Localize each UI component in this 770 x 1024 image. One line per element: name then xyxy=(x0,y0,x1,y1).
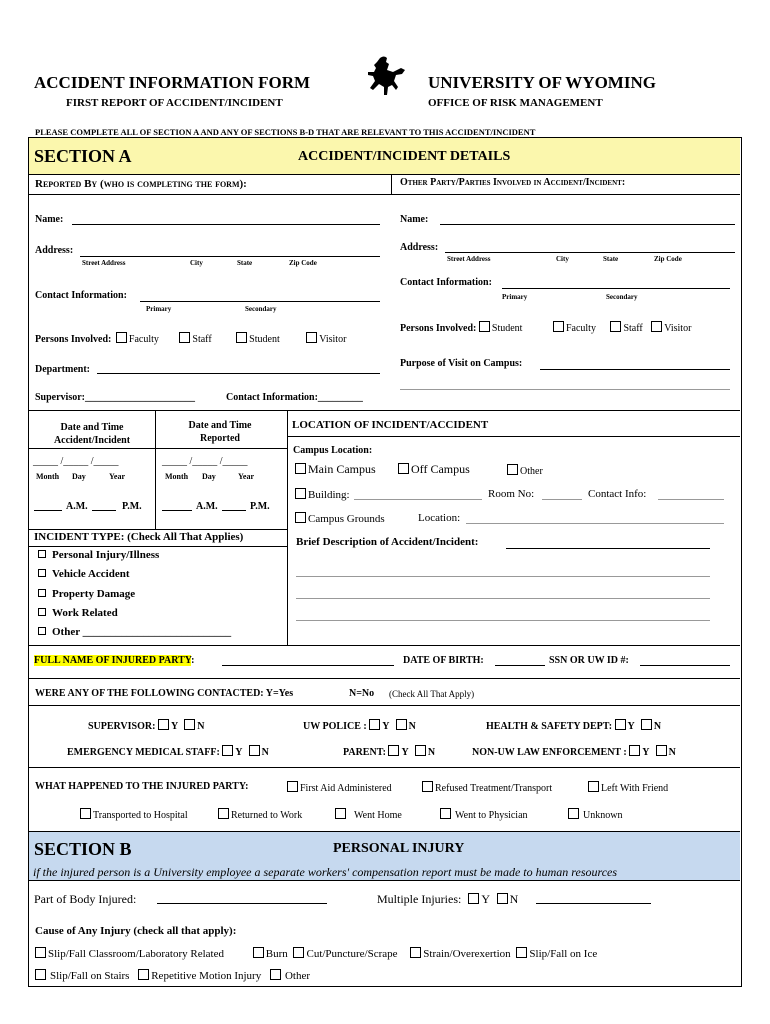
month-label: Month xyxy=(36,472,60,481)
multiple-no-checkbox[interactable] xyxy=(497,893,508,904)
other-staff-checkbox[interactable] xyxy=(610,321,621,332)
reported-date-field[interactable]: _____ /_____ /_____ xyxy=(162,456,248,467)
cause-slip-stairs-checkbox[interactable] xyxy=(35,969,46,980)
description-line-2[interactable] xyxy=(296,576,710,577)
accident-pm-label: P.M. xyxy=(122,501,142,512)
date-of-birth-field[interactable] xyxy=(495,665,545,666)
outcome-hospital[interactable]: Transported to Hospital xyxy=(80,808,188,821)
section-b-note: if the injured person is a University employee a separate workers' compensation report must be made to human resources xyxy=(33,865,618,879)
cause-other-checkbox[interactable] xyxy=(270,969,281,980)
reporter-contact-label: Contact Information: xyxy=(35,290,127,301)
non-uw-no-checkbox[interactable] xyxy=(656,745,667,756)
faculty-checkbox[interactable] xyxy=(116,332,127,343)
cause-slip-ice-checkbox[interactable] xyxy=(516,947,527,958)
outcome-first-aid[interactable]: First Aid Administered xyxy=(287,781,392,794)
brief-description-field[interactable] xyxy=(506,548,710,549)
reported-month-label: Month xyxy=(165,472,189,481)
date-time-reported-label: Date and Time Reported xyxy=(188,420,252,444)
student-label: Student xyxy=(249,334,280,345)
other-persons-involved-label: Persons Involved: xyxy=(400,323,477,334)
reported-am-field[interactable] xyxy=(162,510,192,511)
uw-police-row: UW POLICE : Y N xyxy=(303,721,416,732)
university-name: UNIVERSITY OF WYOMING xyxy=(428,73,656,92)
city-label: City xyxy=(190,259,203,267)
health-safety-no-checkbox[interactable] xyxy=(641,719,652,730)
other-name-field[interactable] xyxy=(440,224,735,225)
faculty-label: Faculty xyxy=(128,334,159,345)
incident-type-other[interactable]: Other ___________________________ xyxy=(38,626,231,638)
ssn-field[interactable] xyxy=(640,665,730,666)
off-campus-option[interactable]: Off Campus xyxy=(398,462,470,477)
outcome-returned-to-work[interactable]: Returned to Work xyxy=(218,808,302,821)
location-heading: LOCATION OF INCIDENT/ACCIDENT xyxy=(292,419,489,431)
incident-type-vehicle-accident[interactable]: Vehicle Accident xyxy=(38,568,130,580)
full-name-injured-row: FULL NAME OF INJURED PARTY: xyxy=(34,655,195,666)
incident-type-personal-injury[interactable]: Personal Injury/Illness xyxy=(38,549,159,561)
section-a-title: SECTION A xyxy=(34,146,132,166)
section-a-heading: ACCIDENT/INCIDENT DETAILS xyxy=(298,149,511,164)
supervisor-contact-label: Contact Information:_________ xyxy=(226,392,363,403)
other-staff-label: Staff xyxy=(623,323,643,334)
cause-slip-fall-checkbox[interactable] xyxy=(35,947,46,958)
non-uw-law-row: NON-UW LAW ENFORCEMENT : Y N xyxy=(472,747,676,758)
body-part-label: Part of Body Injured: xyxy=(34,892,137,906)
cause-repetitive-checkbox[interactable] xyxy=(138,969,149,980)
reported-pm-label: P.M. xyxy=(250,501,270,512)
outcome-unknown[interactable]: Unknown xyxy=(568,808,622,821)
other-visitor-label: Visitor xyxy=(664,323,692,334)
persons-involved-row xyxy=(35,332,346,345)
staff-label: Staff xyxy=(192,334,212,345)
visitor-label: Visitor xyxy=(319,334,347,345)
form-subtitle: FIRST REPORT OF ACCIDENT/INCIDENT xyxy=(66,97,283,109)
no-legend: N=No xyxy=(349,688,375,699)
building-field[interactable] xyxy=(354,499,482,500)
reported-year-label: Year xyxy=(238,472,254,481)
purpose-label: Purpose of Visit on Campus: xyxy=(400,358,523,369)
outcome-left-with-friend[interactable]: Left With Friend xyxy=(588,781,668,794)
accident-date-field[interactable]: _____ /_____ /_____ xyxy=(33,456,119,467)
other-address-label: Address: xyxy=(400,242,439,253)
date-of-birth-label: DATE OF BIRTH: xyxy=(403,655,484,666)
other-party-label: Other Party/Parties Involved in Accident/Incident: xyxy=(400,177,626,188)
non-uw-yes-checkbox[interactable] xyxy=(629,745,640,756)
accident-am-label: A.M. xyxy=(66,501,88,512)
department-label: Department: xyxy=(35,364,90,375)
form-title: ACCIDENT INFORMATION FORM xyxy=(34,73,311,92)
other-name-label: Name: xyxy=(400,214,429,225)
location-label: Location: xyxy=(418,512,461,524)
parent-yes-checkbox[interactable] xyxy=(388,745,399,756)
reporter-name-field[interactable] xyxy=(72,224,380,225)
multiple-injuries-row: Multiple Injuries: Y N xyxy=(377,892,519,906)
ems-no-checkbox[interactable] xyxy=(249,745,260,756)
ems-row: EMERGENCY MEDICAL STAFF: Y N xyxy=(67,747,269,758)
student-checkbox[interactable] xyxy=(236,332,247,343)
body-part-field[interactable] xyxy=(157,903,327,904)
outcome-went-home[interactable]: Went Home xyxy=(335,808,402,821)
main-campus-option[interactable]: Main Campus xyxy=(295,462,376,477)
multiple-yes-checkbox[interactable] xyxy=(468,893,479,904)
full-name-injured-label: FULL NAME OF INJURED PARTY xyxy=(34,655,192,666)
incident-type-work-related[interactable]: Work Related xyxy=(38,607,118,619)
section-b-title: SECTION B xyxy=(34,839,132,859)
other-persons-involved-row xyxy=(400,321,691,334)
year-label: Year xyxy=(109,472,125,481)
reported-day-label: Day xyxy=(202,472,216,481)
description-line-4[interactable] xyxy=(296,620,710,621)
uw-police-yes-checkbox[interactable] xyxy=(369,719,380,730)
purpose-field-line2[interactable] xyxy=(400,389,730,390)
outcome-refused[interactable]: Refused Treatment/Transport xyxy=(422,781,552,794)
other-primary-label: Primary xyxy=(502,293,528,301)
contacted-question: WERE ANY OF THE FOLLOWING CONTACTED: Y=Yes xyxy=(35,688,294,699)
full-name-injured-field[interactable] xyxy=(222,665,394,666)
supervisor-no-checkbox[interactable] xyxy=(184,719,195,730)
office-name: OFFICE OF RISK MANAGEMENT xyxy=(428,97,603,109)
cause-row-2: Slip/Fall on Stairs Repetitive Motion Injury Other xyxy=(35,969,310,982)
description-line-3[interactable] xyxy=(296,598,710,599)
day-label: Day xyxy=(72,472,86,481)
incident-type-label: INCIDENT TYPE: (Check All That Applies) xyxy=(34,531,244,543)
reporter-address-field[interactable] xyxy=(80,256,380,257)
reporter-address-label: Address: xyxy=(35,245,74,256)
other-secondary-label: Secondary xyxy=(606,293,638,301)
health-safety-yes-checkbox[interactable] xyxy=(615,719,626,730)
campus-grounds-option[interactable]: Campus Grounds xyxy=(295,512,385,525)
other-visitor-checkbox[interactable] xyxy=(651,321,662,332)
cause-strain-checkbox[interactable] xyxy=(410,947,421,958)
other-contact-field[interactable] xyxy=(502,288,730,289)
accident-pm-field[interactable] xyxy=(92,510,116,511)
date-time-accident-label: Date and Time Accident/Incident xyxy=(53,422,131,446)
staff-checkbox[interactable] xyxy=(179,332,190,343)
supervisor-label: Supervisor:______________________ xyxy=(35,392,195,403)
street-label: Street Address xyxy=(82,259,126,267)
cause-cut-checkbox[interactable] xyxy=(293,947,304,958)
state-label: State xyxy=(237,259,253,267)
other-faculty-checkbox[interactable] xyxy=(553,321,564,332)
other-location-option[interactable]: Other xyxy=(507,464,543,477)
reported-am-label: A.M. xyxy=(196,501,218,512)
section-b-heading: PERSONAL INJURY xyxy=(333,841,465,856)
other-street-label: Street Address xyxy=(447,255,491,263)
other-contact-label: Contact Information: xyxy=(400,277,492,288)
bucking-horse-logo-icon xyxy=(366,54,408,104)
purpose-field[interactable] xyxy=(540,369,730,370)
other-zip-label: Zip Code xyxy=(654,255,682,263)
secondary-label: Secondary xyxy=(245,305,277,313)
supervisor-contacted-row: SUPERVISOR: Y N xyxy=(88,721,205,732)
parent-no-checkbox[interactable] xyxy=(415,745,426,756)
instruction-text: PLEASE COMPLETE ALL OF SECTION A AND ANY OF SECTIONS B-D THAT ARE RELEVANT TO THIS ACCIDENT/INCIDENT xyxy=(35,127,536,137)
reporter-contact-field[interactable] xyxy=(140,301,380,302)
accident-am-field[interactable] xyxy=(34,510,62,511)
other-student-checkbox[interactable] xyxy=(479,321,490,332)
location-field[interactable] xyxy=(466,523,724,524)
other-city-label: City xyxy=(556,255,569,263)
other-address-field[interactable] xyxy=(445,252,735,253)
what-happened-label: WHAT HAPPENED TO THE INJURED PARTY: xyxy=(35,781,249,792)
primary-label: Primary xyxy=(146,305,172,313)
ssn-label: SSN OR UW ID #: xyxy=(549,655,629,666)
reported-by-label: Reported By (who is completing the form): xyxy=(35,178,247,190)
department-field[interactable] xyxy=(97,373,380,374)
ems-yes-checkbox[interactable] xyxy=(222,745,233,756)
cause-burn-checkbox[interactable] xyxy=(253,947,264,958)
supervisor-yes-checkbox[interactable] xyxy=(158,719,169,730)
room-no-field[interactable] xyxy=(542,499,582,500)
uw-police-no-checkbox[interactable] xyxy=(396,719,407,730)
building-option[interactable]: Building: xyxy=(295,488,350,501)
parent-row: PARENT: Y N xyxy=(343,747,436,758)
multiple-injuries-field[interactable] xyxy=(536,903,651,904)
zip-label: Zip Code xyxy=(289,259,317,267)
contact-info-field[interactable] xyxy=(658,499,724,500)
other-state-label: State xyxy=(603,255,619,263)
contact-info-label: Contact Info: xyxy=(588,488,647,500)
persons-involved-label: Persons Involved: xyxy=(35,334,112,345)
health-safety-row: HEALTH & SAFETY DEPT: Y N xyxy=(486,721,662,732)
campus-location-label: Campus Location: xyxy=(293,445,373,456)
incident-type-property-damage[interactable]: Property Damage xyxy=(38,588,135,600)
cause-label: Cause of Any Injury (check all that apply): xyxy=(35,925,237,937)
reported-pm-field[interactable] xyxy=(222,510,246,511)
check-all-note: (Check All That Apply) xyxy=(389,689,475,699)
cause-row-1: Slip/Fall Classroom/Laboratory Related Burn Cut/Puncture/Scrape Strain/Overexertion Slip/Fall on Ice xyxy=(35,947,597,960)
brief-description-label: Brief Description of Accident/Incident: xyxy=(296,536,479,548)
room-no-label: Room No: xyxy=(488,488,535,500)
visitor-checkbox[interactable] xyxy=(306,332,317,343)
other-student-label: Student xyxy=(491,323,523,334)
other-faculty-label: Faculty xyxy=(565,323,596,334)
reporter-name-label: Name: xyxy=(35,214,64,225)
outcome-went-to-physician[interactable]: Went to Physician xyxy=(440,808,528,821)
